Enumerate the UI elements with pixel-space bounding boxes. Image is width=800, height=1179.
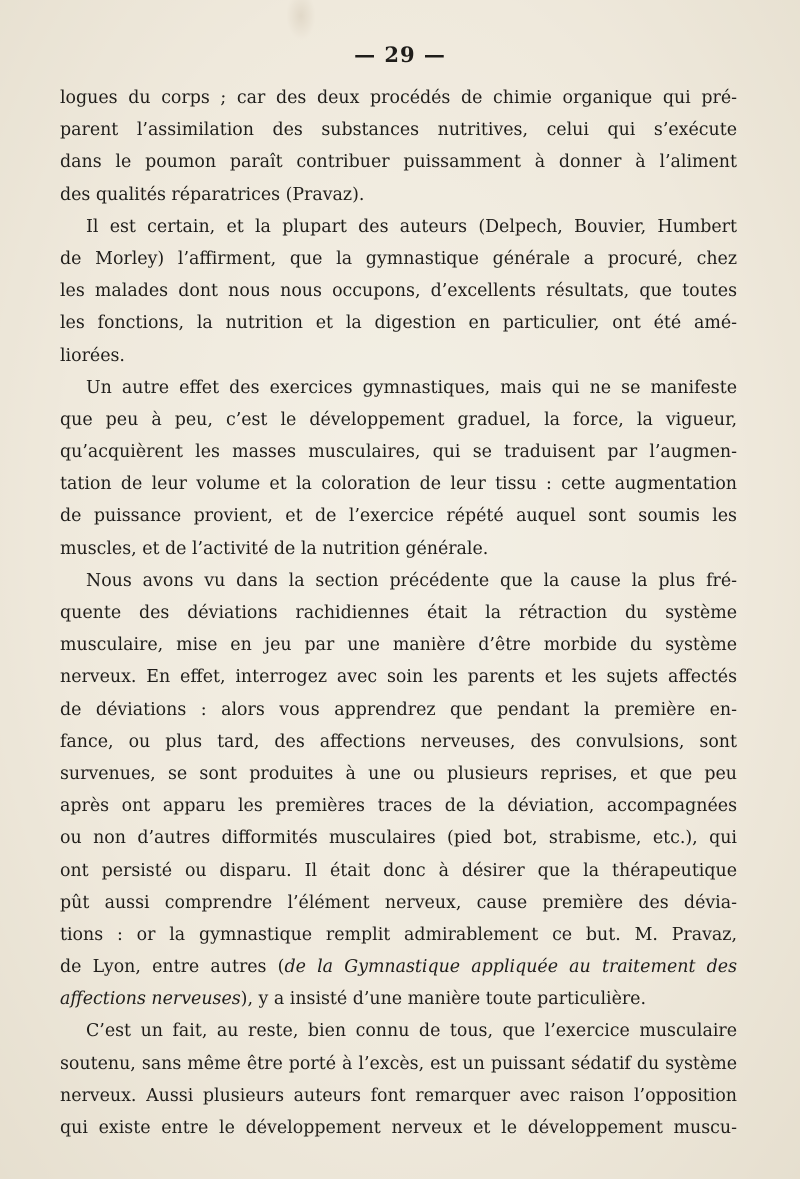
scan-stain xyxy=(286,0,316,40)
text-line: pût aussi comprendre l’élément nerveux, cause première des dévia- xyxy=(60,892,737,913)
text-line: ou non d’autres difformités musculaires (pied bot, strabisme, etc.), qui xyxy=(60,828,737,849)
text-line: C’est un fait, au reste, bien connu de tous, que l’exercice musculaire xyxy=(86,1021,737,1042)
text-line xyxy=(60,951,737,983)
text-line: après ont apparu les premières traces de la déviation, accompagnées xyxy=(60,796,737,817)
text-segment: de Lyon, entre autres ( xyxy=(60,957,285,978)
text-line: muscles, et de l’activité de la nutrition générale. xyxy=(60,538,489,559)
text-line: tation de leur volume et la coloration de leur tissu : cette augmentation xyxy=(60,474,737,495)
page-number: — 29 — xyxy=(354,42,446,67)
text-line: quente des déviations rachidiennes était la rétraction du système xyxy=(60,603,737,623)
body-text xyxy=(60,82,737,1144)
text-line: que peu à peu, c’est le développement graduel, la force, la vigueur, xyxy=(60,409,737,430)
text-line: fance, ou plus tard, des affections nerveuses, des convulsions, sont xyxy=(60,731,737,752)
text-line: de puissance provient, et de l’exercice répété auquel sont soumis les xyxy=(60,506,737,527)
text-line xyxy=(60,983,737,1015)
text-line: logues du corps ; car des deux procédés de chimie organique qui pré- xyxy=(60,88,737,108)
text-line: Il est certain, et la plupart des auteurs (Delpech, Bouvier, Humbert xyxy=(86,216,737,237)
text-line: nerveux. En effet, interrogez avec soin les parents et les sujets affectés xyxy=(60,667,737,688)
text-line: liorées. xyxy=(60,345,125,366)
text-line: les fonctions, la nutrition et la digestion en particulier, ont été amé- xyxy=(60,313,737,334)
text-line: les malades dont nous nous occupons, d’excellents résultats, que toutes xyxy=(60,281,737,302)
text-line: de déviations : alors vous apprendrez que pendant la première en- xyxy=(60,699,737,720)
text-line: musculaire, mise en jeu par une manière d’être morbide du système xyxy=(60,635,737,656)
text-line: tions : or la gymnastique remplit admirablement ce but. M. Pravaz, xyxy=(60,924,737,945)
italic-title: de la Gymnastique appliquée au traitement des xyxy=(284,957,737,978)
text-line: nerveux. Aussi plusieurs auteurs font remarquer avec raison l’opposition xyxy=(60,1085,737,1106)
text-line: de Morley) l’affirment, que la gymnastique générale a procuré, chez xyxy=(60,248,737,269)
text-line: dans le poumon paraît contribuer puissamment à donner à l’aliment xyxy=(60,152,737,173)
text-line: qu’acquièrent les masses musculaires, qui se traduisent par l’augmen- xyxy=(60,442,737,463)
text-line: qui existe entre le développement nerveux et le développement muscu- xyxy=(60,1118,737,1138)
text-line: soutenu, sans même être porté à l’excès, est un puissant sédatif du système xyxy=(60,1053,737,1074)
text-line: parent l’assimilation des substances nutritives, celui qui s’exécute xyxy=(60,120,737,141)
text-line: ont persisté ou disparu. Il était donc à désirer que la thérapeutique xyxy=(60,860,737,881)
text-segment: ), y a insisté d’une manière toute particulière. xyxy=(240,989,646,1010)
italic-title: affections nerveuses xyxy=(60,989,241,1010)
text-line: Nous avons vu dans la section précédente que la cause la plus fré- xyxy=(86,570,737,591)
text-line: Un autre effet des exercices gymnastiques, mais qui ne se manifeste xyxy=(86,377,737,398)
text-line: survenues, se sont produites à une ou plusieurs reprises, et que peu xyxy=(60,763,737,784)
text-line: des qualités réparatrices (Pravaz). xyxy=(60,184,365,205)
